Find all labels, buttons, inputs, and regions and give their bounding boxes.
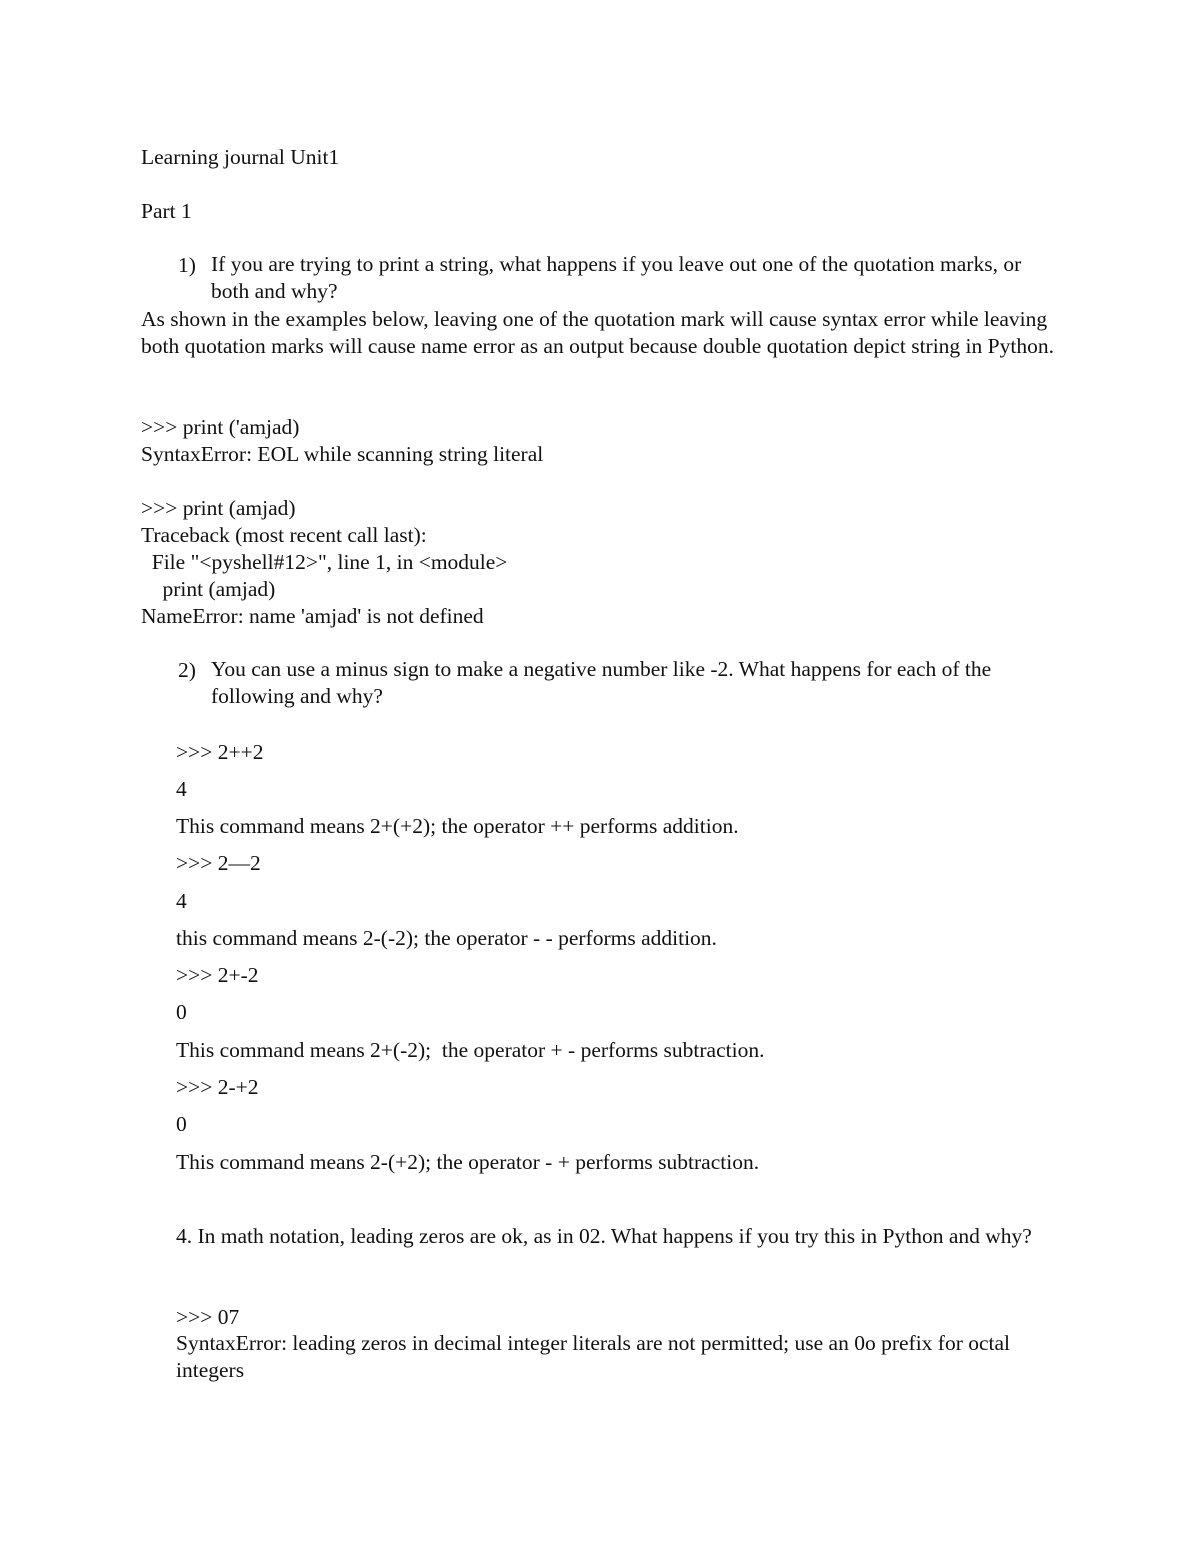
example-2-traceback: Traceback (most recent call last): xyxy=(141,523,427,547)
case-4-prompt: >>> 2-+2 xyxy=(176,1075,259,1099)
question-4-prompt: >>> 07 xyxy=(176,1305,240,1329)
question-1-text: If you are trying to print a string, what happens if you leave out one of the quotation marks, or both and why? xyxy=(211,252,1022,303)
case-2-prompt: >>> 2—2 xyxy=(176,851,261,875)
example-2-prompt: >>> print (amjad) xyxy=(141,496,296,520)
example-1-prompt: >>> print ('amjad) xyxy=(141,415,300,439)
case-1-explanation: This command means 2+(+2); the operator ++ performs addition. xyxy=(176,814,739,838)
case-2-result: 4 xyxy=(176,889,187,913)
case-4-explanation: This command means 2-(+2); the operator - + performs subtraction. xyxy=(176,1150,760,1174)
question-1-number: 1) xyxy=(178,253,196,277)
example-1-error: SyntaxError: EOL while scanning string literal xyxy=(141,442,544,466)
document-title: Learning journal Unit1 xyxy=(141,145,340,169)
question-4-text: 4. In math notation, leading zeros are ok, as in 02. What happens if you try this in Python and why? xyxy=(176,1224,1032,1248)
case-1-result: 4 xyxy=(176,777,187,801)
case-3-prompt: >>> 2+-2 xyxy=(176,963,259,987)
question-4-error: SyntaxError: leading zeros in decimal integer literals are not permitted; use an 0o prefix for octal integers xyxy=(176,1331,1011,1382)
part-heading: Part 1 xyxy=(141,199,192,223)
case-1-prompt: >>> 2++2 xyxy=(176,740,264,764)
question-1-answer: As shown in the examples below, leaving one of the quotation mark will cause syntax error while leaving both quotation marks will cause name error as an output because double quotation depict string in Python. xyxy=(141,307,1054,358)
example-2-file-line: File "<pyshell#12>", line 1, in <module> xyxy=(141,550,508,574)
example-2-code-line: print (amjad) xyxy=(141,577,276,601)
case-2-explanation: this command means 2-(-2); the operator - - performs addition. xyxy=(176,926,717,950)
example-2-error: NameError: name 'amjad' is not defined xyxy=(141,604,484,628)
case-3-result: 0 xyxy=(176,1000,187,1024)
question-2-text: You can use a minus sign to make a negative number like -2. What happens for each of the following and why? xyxy=(211,657,992,708)
case-3-explanation: This command means 2+(-2); the operator + - performs subtraction. xyxy=(176,1038,765,1062)
question-2-number: 2) xyxy=(178,658,196,682)
case-4-result: 0 xyxy=(176,1112,187,1136)
